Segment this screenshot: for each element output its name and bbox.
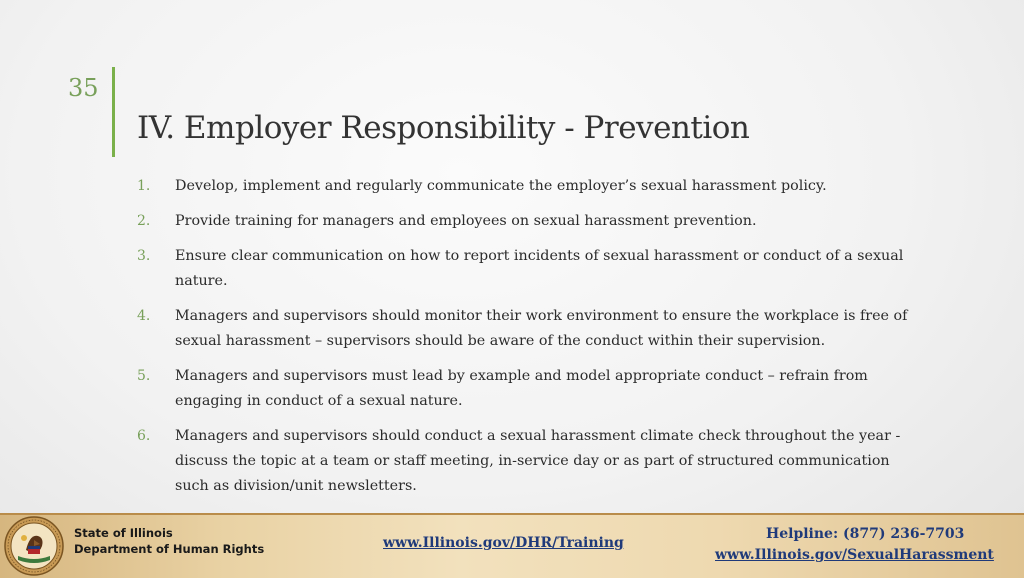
item-number: 4. [137,308,151,324]
accent-bar [112,67,115,157]
item-text: Managers and supervisors should conduct a sexual harassment climate check throughout the year -discuss the topic at a team or staff meeting, in-service day or as part of structured communication such as division/unit newsletters. [175,428,901,494]
list-item [137,424,927,499]
item-text: Develop, implement and regularly communicate the employer’s sexual harassment policy. [175,178,827,194]
item-text: Provide training for managers and employees on sexual harassment prevention. [175,213,757,229]
training-link[interactable]: www.Illinois.gov/DHR/Training [383,535,624,551]
state-seal-icon [4,516,64,576]
footer-bar [0,513,1024,578]
sexual-harassment-link[interactable]: www.Illinois.gov/SexualHarassment [715,547,994,563]
organization-name [74,525,264,557]
item-number: 6. [137,428,151,444]
helpline-number: Helpline: (877) 236-7703 [766,526,965,542]
item-text: Ensure clear communication on how to report incidents of sexual harassment or conduct of a sexual nature. [175,248,904,289]
list-item [137,304,927,354]
item-text: Managers and supervisors should monitor their work environment to ensure the workplace is free of sexual harassment – supervisors should be aware of the conduct within their supervision. [175,308,908,349]
list-item [137,174,927,199]
prevention-list [137,174,927,509]
list-item [137,364,927,414]
slide-title: IV. Employer Responsibility - Prevention [137,110,750,146]
list-item [137,209,927,234]
item-number: 3. [137,248,151,264]
slide-number: 35 [68,74,99,102]
item-number: 5. [137,368,151,384]
org-line-state: State of Illinois [74,526,173,540]
list-item [137,244,927,294]
org-line-department: Department of Human Rights [74,542,265,556]
item-number: 1. [137,178,151,194]
item-text: Managers and supervisors must lead by example and model appropriate conduct – refrain from engaging in conduct of a sexual nature. [175,368,868,409]
item-number: 2. [137,213,151,229]
